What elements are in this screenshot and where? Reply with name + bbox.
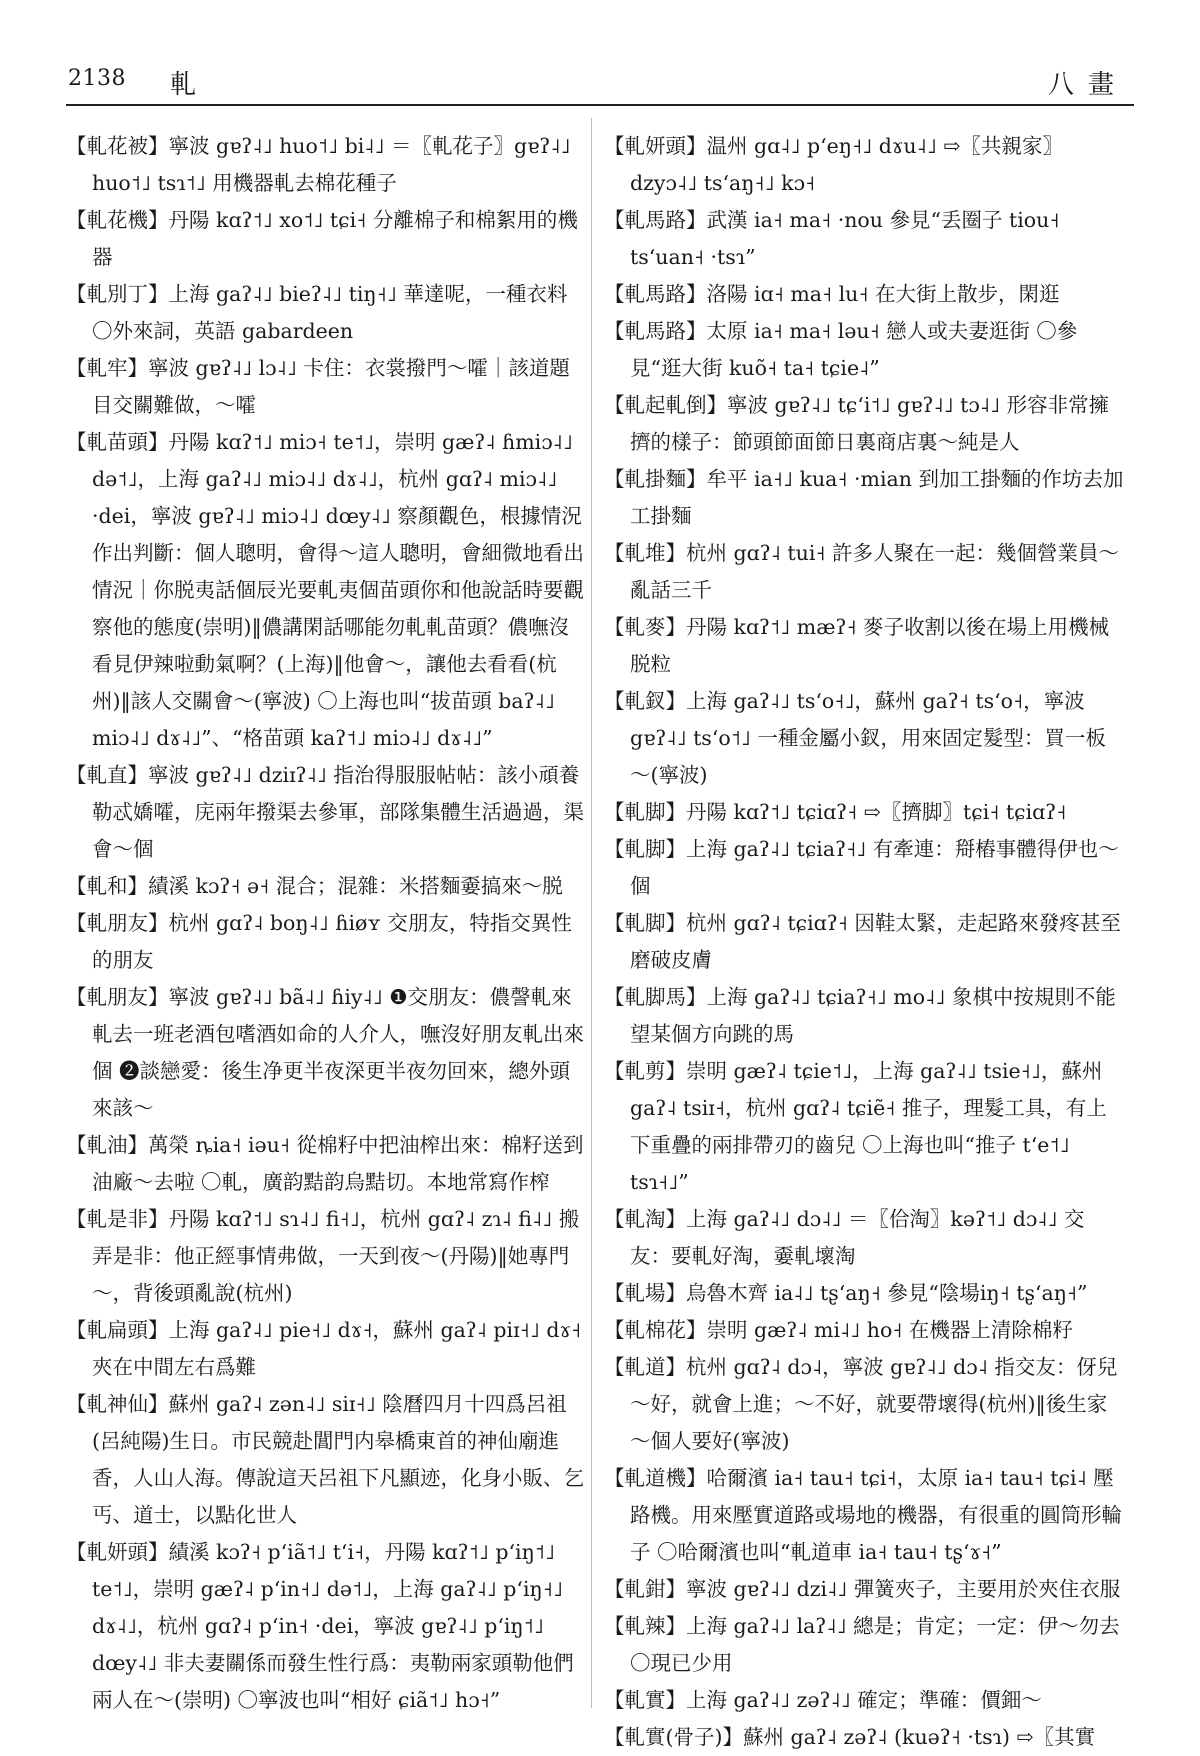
head-character: 軋 (170, 70, 197, 100)
dictionary-entry: 【軋辣】上海 gaʔ˨˩ laʔ˨˩ 總是；肯定；一定：伊～勿去 〇現已少用 (604, 1614, 1120, 1675)
dictionary-entry: 【軋馬路】洛陽 iɑ˧ ma˧ lu˧ 在大街上散步，閑逛 (604, 282, 1060, 306)
dictionary-entry: 【軋朋友】寧波 gɐʔ˨˩ bã˨˩ ɦiy˨˩ ❶交朋友：儂謦軋來軋去一班老酒包嗜酒如命的人介人，嘸沒好朋友軋出來個 ❷談戀愛：後生净更半夜深更半夜勿回來，總外頭來該～ (66, 985, 584, 1120)
dictionary-entry: 【軋妍頭】績溪 kɔʔ˧ pʻiã˦˩ tʻi˧，丹陽 kɑʔ˦˩ pʻiŋ˦˩ te˦˩，崇明 gæʔ˨ pʻin˧˩ də˦˩，上海 gaʔ˨˩ pʻiŋ˧˩ dɤ˨˩，杭州 gɑʔ˨ pʻin˧ ·dei，寧波 gɐʔ˨˩ pʻiŋ˦˩ dœy˨˩ 非夫妻關係而發生性行爲：夷勒兩家頭勒他們兩人在～(崇明) 〇寧波也叫“相好 ɕiã˦˩ hɔ˧” (66, 1540, 574, 1712)
dictionary-entry: 【軋花機】丹陽 kɑʔ˦˩ xo˦˩ tɕi˧ 分離棉子和棉絮用的機器 (66, 208, 578, 269)
left-column (66, 128, 586, 1712)
right-column (604, 128, 1124, 1749)
dictionary-entry: 【軋實(骨子)】蘇州 gaʔ˨ zəʔ˨ (kuəʔ˧ ·tsɿ) ⇨〖其實 (604, 1725, 1096, 1749)
dictionary-entry: 【軋道機】哈爾濱 ia˧ tau˧ tɕi˧，太原 ia˧ tau˧ tɕi˨ 壓路機。用來壓實道路或場地的機器，有很重的圓筒形輪子 〇哈爾濱也叫“軋道車 ia˧ tau˧ tʂʻɤ˧” (604, 1466, 1122, 1564)
dictionary-entry: 【軋油】萬榮 ȵia˧ iəu˧ 從棉籽中把油榨出來：棉籽送到油廠～去啦 〇軋，廣韵黠韵烏黠切。本地常寫作榨 (66, 1133, 584, 1194)
dictionary-entry: 【軋脚】杭州 gɑʔ˨ tɕiɑʔ˧ 因鞋太緊，走起路來發疼甚至磨破皮膚 (604, 911, 1121, 972)
dictionary-entry: 【軋脚】丹陽 kɑʔ˦˩ tɕiɑʔ˧ ⇨〖擠脚〗tɕi˧ tɕiɑʔ˧ (604, 800, 1067, 824)
dictionary-entry: 【軋起軋倒】寧波 gɐʔ˨˩ tɕʻi˦˩ gɐʔ˨˩ tɔ˨˩ 形容非常擁擠的樣子：節頭節面節日裏商店裏～純是人 (604, 393, 1110, 454)
dictionary-entry: 【軋花被】寧波 gɐʔ˨˩ huo˦˩ bi˨˩ ＝〖軋花子〗gɐʔ˨˩ huo˦˩ tsɿ˦˩ 用機器軋去棉花種子 (66, 134, 571, 195)
dictionary-entry: 【軋釵】上海 gaʔ˨˩ tsʻo˧˩，蘇州 gaʔ˧ tsʻo˧，寧波 gɐʔ˨˩ tsʻo˦˩ 一種金屬小釵，用來固定髮型：買一板～(寧波) (604, 689, 1106, 787)
dictionary-entry: 【軋棉花】崇明 gæʔ˨ mi˨˩ ho˧ 在機器上清除棉籽 (604, 1318, 1073, 1342)
dictionary-entry: 【軋淘】上海 gaʔ˨˩ dɔ˨˩ ＝〖佮淘〗kəʔ˦˩ dɔ˨˩ 交友：要軋好淘，嫑軋壞淘 (604, 1207, 1085, 1268)
dictionary-entry: 【軋脚】上海 gaʔ˨˩ tɕiaʔ˧˩ 有牽連：搿樁事體得伊也～個 (604, 837, 1119, 898)
dictionary-entry: 【軋場】烏魯木齊 ia˨˩ tʂʻaŋ˧ 參見“陰場iŋ˧ tʂʻaŋ˧” (604, 1281, 1088, 1305)
dictionary-entry: 【軋神仙】蘇州 gaʔ˨ zən˨˩ siɪ˧˩ 陰曆四月十四爲呂祖(呂純陽)生日。市民競赴閶門内皋橋東首的神仙廟進香，人山人海。傳說這天呂祖下凡顯迹，化身小販、乞丐、道士，以點化世人 (66, 1392, 584, 1527)
page-header (66, 64, 1134, 106)
dictionary-entry: 【軋掛麵】牟平 ia˧˩ kua˧ ·mian 到加工掛麵的作坊去加工掛麵 (604, 467, 1124, 528)
dictionary-entry: 【軋扁頭】上海 gaʔ˨˩ pie˧˩ dɤ˧，蘇州 gaʔ˨ piɪ˧˩ dɤ˧ 夾在中間左右爲難 (66, 1318, 582, 1379)
dictionary-entry: 【軋脚馬】上海 gaʔ˨˩ tɕiaʔ˧˩ mo˨˩ 象棋中按規則不能望某個方向跳的馬 (604, 985, 1116, 1046)
dictionary-entry: 【軋別丁】上海 gaʔ˨˩ bieʔ˨˩ tiŋ˧˩ 華達呢，一種衣料 〇外來詞，英語 gabardeen (66, 282, 568, 343)
dictionary-entry: 【軋直】寧波 gɐʔ˨˩ dziɪʔ˨˩ 指治得服服帖帖：該小頑養勒忒嬌嚯，庑兩年撥渠去參軍，部隊集體生活過過，渠會～個 (66, 763, 584, 861)
dictionary-entry: 【軋馬路】武漢 ia˧ ma˧ ·nou 參見“丢圈子 tiou˧ tsʻuan˧ ·tsɿ” (604, 208, 1060, 269)
dictionary-entry: 【軋朋友】杭州 gɑʔ˨ boŋ˨˩ ɦiøʏ 交朋友，特指交異性的朋友 (66, 911, 572, 972)
dictionary-entry: 【軋牢】寧波 gɐʔ˨˩ lɔ˨˩ 卡住：衣裳撥門～嚯｜該道題目交關難做，～嚯 (66, 356, 570, 417)
dictionary-entry: 【軋鉗】寧波 gɐʔ˨˩ dzi˨˩ 彈簧夾子，主要用於夾住衣服 (604, 1577, 1121, 1601)
dictionary-entry: 【軋實】上海 gaʔ˨˩ zəʔ˨˩ 確定；準確：價鈿～ (604, 1688, 1042, 1712)
column-divider (591, 118, 592, 1708)
dictionary-entry: 【軋是非】丹陽 kɑʔ˦˩ sɿ˨˩ fi˧˩，杭州 gɑʔ˨ zɿ˨ fi˨˩ 搬弄是非：他正經事情弗做，一天到夜～(丹陽)‖她專門～，背後頭亂說(杭州) (66, 1207, 580, 1305)
dictionary-entry: 【軋堆】杭州 gɑʔ˨ tui˧ 許多人聚在一起：幾個營業員～亂話三千 (604, 541, 1120, 602)
dictionary-entry: 【軋馬路】太原 ia˧ ma˧ ləu˧ 戀人或夫妻逛街 〇參見“逛大街 kuõ˧ ta˧ tɕie˨” (604, 319, 1078, 380)
dictionary-entry: 【軋麥】丹陽 kɑʔ˦˩ mæʔ˧ 麥子收割以後在場上用機械脱粒 (604, 615, 1110, 676)
dictionary-entry: 【軋道】杭州 gɑʔ˨ dɔ˨，寧波 gɐʔ˨˩ dɔ˨ 指交友：伢兒～好，就會上進；～不好，就要帶壞得(杭州)‖後生家～個人要好(寧波) (604, 1355, 1118, 1453)
dictionary-entry: 【軋剪】崇明 gæʔ˨ tɕie˦˩，上海 gaʔ˨˩ tsie˧˩，蘇州 gaʔ˨ tsiɪ˧，杭州 gɑʔ˨ tɕiẽ˧ 推子，理髮工具，有上下重疊的兩排帶刃的齒兒 〇上海也叫“推子 tʻe˦˩ tsɿ˧˩” (604, 1059, 1107, 1194)
section-label: 八畫 (1047, 70, 1128, 100)
page-number: 2138 (68, 66, 126, 91)
dictionary-entry: 【軋妍頭】温州 gɑ˨˩ pʻeŋ˧˩ dɤu˨˩ ⇨〖共親家〗dzyɔ˨˩ tsʻaŋ˧˩ kɔ˧ (604, 134, 1064, 195)
dictionary-entry: 【軋和】績溪 kɔʔ˧ ə˧ 混合；混雜：米搭麵嫑搞來～脱 (66, 874, 563, 898)
dictionary-entry: 【軋苗頭】丹陽 kɑʔ˦˩ miɔ˧ te˦˩，崇明 gæʔ˨ ɦmiɔ˨˩ də˦˩，上海 gaʔ˨˩ miɔ˨˩ dɤ˨˩，杭州 gɑʔ˨ miɔ˨˩ ·dei，寧波 gɐʔ˨˩ miɔ˨˩ dœy˨˩ 察顏觀色，根據情況作出判斷：個人聰明，會得～這人聰明，會細微地看出情況｜你脱夷話個辰光要軋夷個苗頭你和他說話時要觀察他的態度(崇明)‖儂講閑話哪能勿軋軋苗頭？儂嘸沒看見伊辣啦動氣啊？(上海)‖他會～，讓他去看看(杭州)‖該人交關會～(寧波) 〇上海也叫“拔苗頭 baʔ˨˩ miɔ˨˩ dɤ˨˩”、“格苗頭 kaʔ˦˩ miɔ˨˩ dɤ˨˩” (66, 430, 584, 750)
